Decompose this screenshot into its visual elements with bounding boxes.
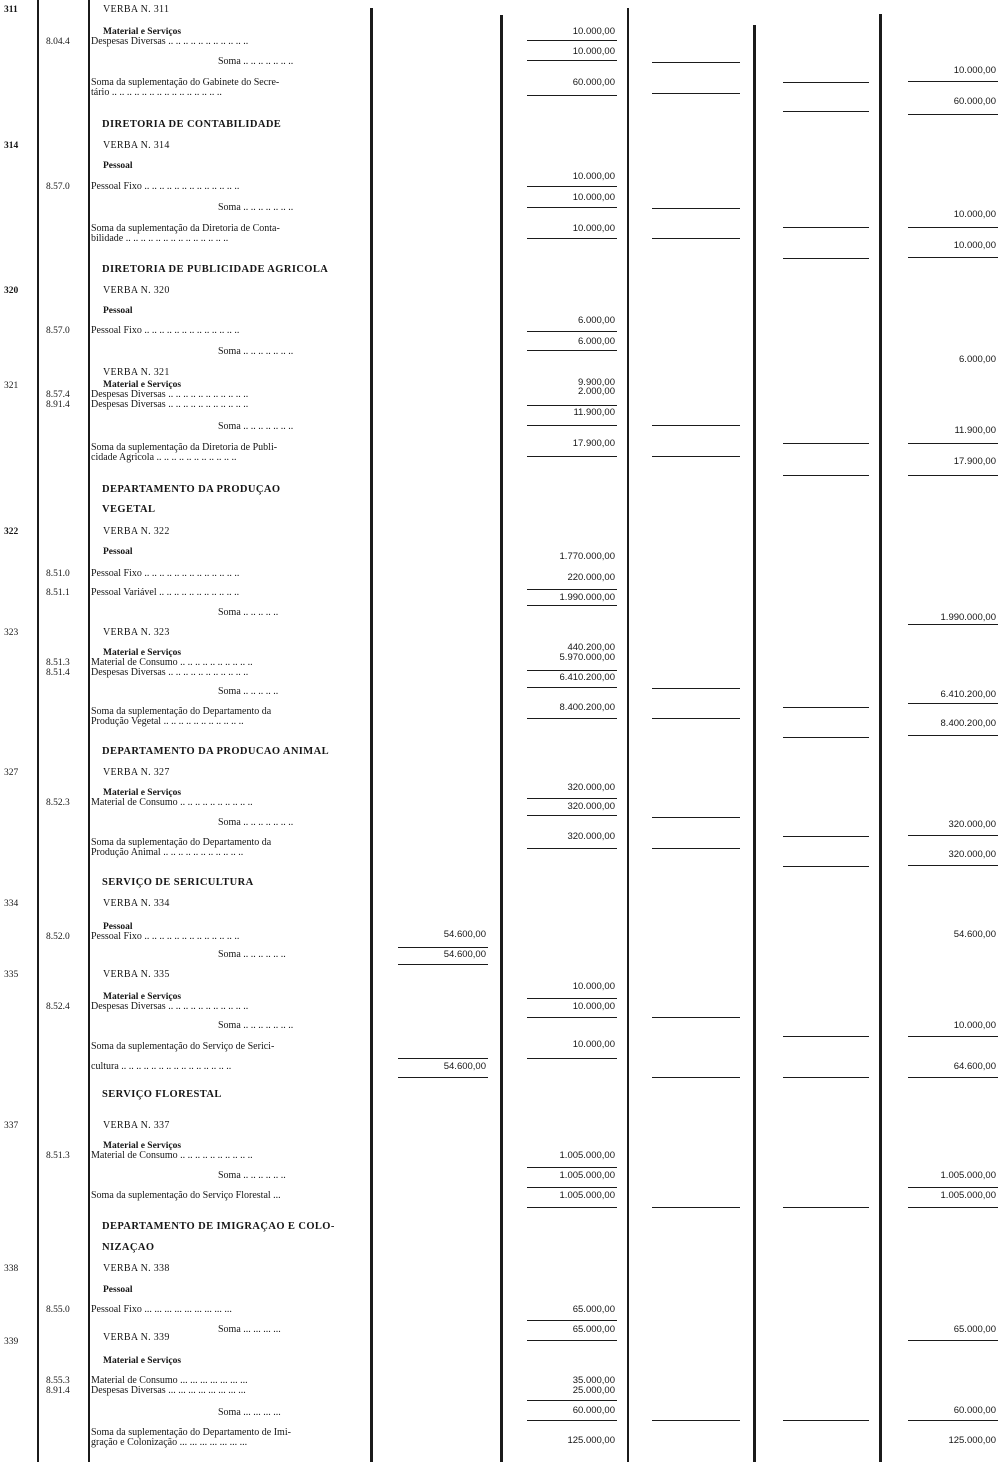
soma-label: Soma .. .. .. .. .. .. ..	[218, 421, 294, 432]
item-description: Despesas Diversas .. .. .. .. .. .. .. .. .. .. ..	[91, 667, 249, 678]
item-description: Soma da suplementação da Diretoria de Publi-	[91, 442, 278, 453]
amount-c5: 60.000,00	[953, 1405, 996, 1416]
amount-c5: 64.600,00	[953, 1061, 996, 1072]
amount-c5: 10.000,00	[953, 240, 996, 251]
subheading: Material e Serviços	[103, 27, 182, 37]
amount-c5: 6.000,00	[959, 354, 996, 365]
sum-rule-c4	[783, 258, 869, 259]
section-heading: DIRETORIA DE PUBLICIDADE AGRICOLA	[102, 264, 329, 275]
soma-label: Soma .. .. .. .. .. .. ..	[218, 202, 294, 213]
sum-rule-c2	[527, 998, 617, 999]
sum-rule-c2	[527, 1400, 617, 1401]
amount-c2: 1.005.000,00	[559, 1190, 615, 1201]
amount-c5: 6.410.200,00	[940, 689, 996, 700]
amount-c2: 9.900,00	[578, 377, 615, 388]
verba-number: 335	[4, 970, 19, 980]
verba-heading: VERBA N. 337	[103, 1120, 170, 1131]
amount-c2: 320.000,00	[567, 782, 615, 793]
sum-rule-c4	[783, 737, 869, 738]
account-code: 8.55.3	[46, 1376, 70, 1386]
sum-rule-c2	[527, 605, 617, 606]
amount-c2: 10.000,00	[572, 46, 615, 57]
sum-rule-c2	[527, 60, 617, 61]
item-description: Material de Consumo ... ... ... ... ... ... ...	[91, 1375, 248, 1386]
sum-rule-c2	[527, 207, 617, 208]
amount-c5: 60.000,00	[953, 96, 996, 107]
amount-c5: 125.000,00	[948, 1435, 996, 1446]
soma-label: Soma ... ... ... ...	[218, 1324, 281, 1335]
account-code: 8.51.3	[46, 1151, 70, 1161]
sum-rule-c2	[527, 1058, 617, 1059]
account-code: 8.51.4	[46, 668, 70, 678]
sum-rule-c2	[527, 815, 617, 816]
item-description: Soma da suplementação do Serviço de Serici-	[91, 1041, 275, 1052]
sum-rule-c2	[527, 1340, 617, 1341]
amount-c2: 10.000,00	[572, 171, 615, 182]
subheading: Material e Serviços	[103, 1141, 182, 1151]
sum-rule-c4	[783, 227, 869, 228]
account-code: 8.52.0	[46, 932, 70, 942]
verba-number: 327	[4, 768, 19, 778]
item-description: Material de Consumo .. .. .. .. .. .. .. .. .. ..	[91, 657, 253, 668]
sum-rule-c4	[783, 1207, 869, 1208]
amount-c2: 1.770.000,00	[559, 551, 615, 562]
item-description: Soma da suplementação do Serviço Florestal ...	[91, 1190, 281, 1201]
amount-c2: 65.000,00	[572, 1304, 615, 1315]
amount-c5: 1.005.000,00	[940, 1170, 996, 1181]
amount-c5: 10.000,00	[953, 65, 996, 76]
verba-number: 311	[4, 5, 18, 15]
subheading: Material e Serviços	[103, 1356, 182, 1366]
item-description: Despesas Diversas .. .. .. .. .. .. .. .. .. .. ..	[91, 399, 249, 410]
amount-c2: 65.000,00	[572, 1324, 615, 1335]
amount-c2: 11.900,00	[573, 407, 615, 418]
item-description: Pessoal Fixo .. .. .. .. .. .. .. .. .. .. .. .. ..	[91, 931, 240, 942]
amount-c1: 54.600,00	[443, 929, 486, 940]
amount-c5: 10.000,00	[953, 209, 996, 220]
amount-c2: 220.000,00	[567, 572, 615, 583]
sum-rule-c5	[908, 81, 998, 82]
verba-heading: VERBA N. 338	[103, 1263, 170, 1274]
verba-heading: VERBA N. 320	[103, 285, 170, 296]
section-heading: SERVIÇO FLORESTAL	[102, 1089, 222, 1100]
sum-rule-c2	[527, 687, 617, 688]
sum-rule-c5	[908, 835, 998, 836]
sum-rule-c3	[652, 718, 740, 719]
account-code: 8.57.0	[46, 326, 70, 336]
sum-rule-c3	[652, 238, 740, 239]
item-description: Soma da suplementação da Diretoria de Conta-	[91, 223, 280, 234]
sum-rule-c2	[527, 425, 617, 426]
verba-number: 338	[4, 1264, 19, 1274]
item-description: Pessoal Fixo ... ... ... ... ... ... ... ... ...	[91, 1304, 232, 1315]
sum-rule-c2	[527, 848, 617, 849]
sum-rule-c1	[398, 947, 488, 948]
verba-heading: VERBA N. 339	[103, 1332, 170, 1343]
account-code: 8.52.3	[46, 798, 70, 808]
item-description: Pessoal Fixo .. .. .. .. .. .. .. .. .. .. .. .. ..	[91, 325, 240, 336]
subheading: Pessoal	[103, 922, 133, 932]
sum-rule-c5	[908, 624, 998, 625]
amount-column-line-4	[753, 25, 756, 1462]
verba-number: 321	[4, 381, 19, 391]
sum-rule-c3	[652, 688, 740, 689]
amount-c2: 10.000,00	[572, 26, 615, 37]
amount-c2: 2.000,00	[578, 386, 615, 397]
sum-rule-c3	[652, 1017, 740, 1018]
amount-column-line-2	[500, 15, 503, 1462]
soma-label: Soma .. .. .. .. .. .. ..	[218, 346, 294, 357]
amount-c1: 54.600,00	[443, 949, 486, 960]
account-code: 8.55.0	[46, 1305, 70, 1315]
amount-c5: 320.000,00	[948, 849, 996, 860]
sum-rule-c4	[783, 475, 869, 476]
section-heading: DEPARTAMENTO DA PRODUÇAO	[102, 484, 281, 495]
amount-c2: 10.000,00	[572, 1001, 615, 1012]
verba-number: 322	[4, 527, 19, 537]
amount-c5: 320.000,00	[948, 819, 996, 830]
code-column-line	[88, 0, 90, 1462]
amount-c2: 1.990.000,00	[559, 592, 615, 603]
amount-c5: 11.900,00	[954, 425, 996, 436]
amount-c1: 54.600,00	[443, 1061, 486, 1072]
verba-heading: VERBA N. 321	[103, 367, 170, 378]
amount-c5: 17.900,00	[953, 456, 996, 467]
soma-label: Soma .. .. .. .. .. ..	[218, 949, 286, 960]
sum-rule-c4	[783, 111, 869, 112]
sum-rule-c5	[908, 443, 998, 444]
sum-rule-c5	[908, 1207, 998, 1208]
amount-c5: 54.600,00	[953, 929, 996, 940]
item-description: Soma da suplementação do Departamento da	[91, 706, 272, 717]
sum-rule-c2	[527, 1420, 617, 1421]
amount-c2: 5.970.000,00	[559, 652, 615, 663]
sum-rule-c2	[527, 670, 617, 671]
subheading: Material e Serviços	[103, 648, 182, 658]
amount-c2: 1.005.000,00	[559, 1150, 615, 1161]
item-description: cidade Agricola .. .. .. .. .. .. .. .. .. .. ..	[91, 452, 237, 463]
verba-number: 314	[4, 141, 19, 151]
sum-rule-c1	[398, 964, 488, 965]
verba-heading: VERBA N. 311	[103, 4, 170, 15]
item-description: Pessoal Fixo .. .. .. .. .. .. .. .. .. .. .. .. ..	[91, 181, 240, 192]
account-code: 8.51.3	[46, 658, 70, 668]
description-column-line	[370, 8, 373, 1462]
subheading: Material e Serviços	[103, 788, 182, 798]
sum-rule-c3	[652, 1420, 740, 1421]
sum-rule-c5	[908, 1036, 998, 1037]
item-description: Soma da suplementação do Gabinete do Secre-	[91, 77, 280, 88]
section-heading: DEPARTAMENTO DE IMIGRAÇAO E COLO-	[102, 1221, 335, 1232]
item-description: Pessoal Variável .. .. .. .. .. .. .. .. .. .. ..	[91, 587, 240, 598]
sum-rule-c2	[527, 1207, 617, 1208]
verba-heading: VERBA N. 334	[103, 898, 170, 909]
verba-number: 334	[4, 899, 19, 909]
sum-rule-c2	[527, 456, 617, 457]
sum-rule-c3	[652, 425, 740, 426]
sum-rule-c2	[527, 1320, 617, 1321]
item-description: bilidade .. .. .. .. .. .. .. .. .. .. .. .. .. ..	[91, 233, 229, 244]
sum-rule-c3	[652, 208, 740, 209]
sum-rule-c2	[527, 1187, 617, 1188]
amount-c2: 35.000,00	[572, 1375, 615, 1386]
amount-c2: 1.005.000,00	[559, 1170, 615, 1181]
sum-rule-c5	[908, 475, 998, 476]
sum-rule-c1	[398, 1077, 488, 1078]
sum-rule-c5	[908, 1420, 998, 1421]
amount-c2: 10.000,00	[572, 981, 615, 992]
verba-heading: VERBA N. 323	[103, 627, 170, 638]
verba-heading: VERBA N. 322	[103, 526, 170, 537]
verba-heading: VERBA N. 327	[103, 767, 170, 778]
sum-rule-c4	[783, 1420, 869, 1421]
amount-c2: 440.200,00	[567, 642, 615, 653]
subheading: Pessoal	[103, 547, 133, 557]
sum-rule-c5	[908, 865, 998, 866]
sum-rule-c2	[527, 186, 617, 187]
account-code: 8.57.4	[46, 390, 70, 400]
left-margin-line	[37, 0, 39, 1462]
amount-c2: 320.000,00	[567, 831, 615, 842]
verba-heading: VERBA N. 314	[103, 140, 170, 151]
soma-label: Soma .. .. .. .. .. .. ..	[218, 1020, 294, 1031]
sum-rule-c5	[908, 1077, 998, 1078]
sum-rule-c3	[652, 1077, 740, 1078]
amount-c2: 125.000,00	[567, 1435, 615, 1446]
sum-rule-c2	[527, 95, 617, 96]
soma-label: Soma .. .. .. .. ..	[218, 607, 279, 618]
item-description: Produção Animal .. .. .. .. .. .. .. .. .. .. ..	[91, 847, 244, 858]
sum-rule-c3	[652, 817, 740, 818]
item-description: Despesas Diversas .. .. .. .. .. .. .. .. .. .. ..	[91, 1001, 249, 1012]
subheading: Pessoal	[103, 161, 133, 171]
sum-rule-c4	[783, 1077, 869, 1078]
subheading: Material e Serviços	[103, 380, 182, 390]
section-heading: SERVIÇO DE SERICULTURA	[102, 877, 254, 888]
sum-rule-c3	[652, 1207, 740, 1208]
subheading: Material e Serviços	[103, 992, 182, 1002]
amount-c5: 1.990.000,00	[940, 612, 996, 623]
amount-c2: 17.900,00	[572, 438, 615, 449]
soma-label: Soma ... ... ... ...	[218, 1407, 281, 1418]
sum-rule-c2	[527, 40, 617, 41]
amount-c2: 320.000,00	[567, 801, 615, 812]
sum-rule-c2	[527, 238, 617, 239]
account-code: 8.91.4	[46, 1386, 70, 1396]
amount-column-line-3	[627, 8, 629, 1462]
account-code: 8.04.4	[46, 37, 70, 47]
sum-rule-c3	[652, 456, 740, 457]
soma-label: Soma .. .. .. .. .. ..	[218, 1170, 286, 1181]
sum-rule-c2	[527, 350, 617, 351]
amount-c5: 10.000,00	[953, 1020, 996, 1031]
item-description: Pessoal Fixo .. .. .. .. .. .. .. .. .. .. .. .. ..	[91, 568, 240, 579]
amount-c2: 60.000,00	[572, 77, 615, 88]
account-code: 8.51.0	[46, 569, 70, 579]
sum-rule-c2	[527, 589, 617, 590]
sum-rule-c5	[908, 1340, 998, 1341]
item-description: Despesas Diversas ... ... ... ... ... ... ... ...	[91, 1385, 246, 1396]
amount-c2: 6.410.200,00	[559, 672, 615, 683]
section-heading: DEPARTAMENTO DA PRODUCAO ANIMAL	[102, 746, 329, 757]
sum-rule-c5	[908, 703, 998, 704]
item-description: Despesas Diversas .. .. .. .. .. .. .. .. .. .. ..	[91, 36, 249, 47]
verba-number: 337	[4, 1121, 19, 1131]
sum-rule-c2	[527, 718, 617, 719]
subheading: Pessoal	[103, 306, 133, 316]
sum-rule-c4	[783, 82, 869, 83]
amount-c2: 8.400.200,00	[559, 702, 615, 713]
account-code: 8.52.4	[46, 1002, 70, 1012]
sum-rule-c3	[652, 848, 740, 849]
item-description: tário .. .. .. .. .. .. .. .. .. .. .. .. .. .. ..	[91, 87, 222, 98]
amount-c2: 60.000,00	[572, 1405, 615, 1416]
sum-rule-c2	[527, 1167, 617, 1168]
amount-c5: 8.400.200,00	[940, 718, 996, 729]
item-description: Despesas Diversas .. .. .. .. .. .. .. .. .. .. ..	[91, 389, 249, 400]
account-code: 8.91.4	[46, 400, 70, 410]
item-description: Material de Consumo .. .. .. .. .. .. .. .. .. ..	[91, 1150, 253, 1161]
sum-rule-c4	[783, 836, 869, 837]
amount-c5: 1.005.000,00	[940, 1190, 996, 1201]
sum-rule-c2	[527, 405, 617, 406]
amount-c5: 65.000,00	[953, 1324, 996, 1335]
amount-c2: 10.000,00	[572, 1039, 615, 1050]
verba-number: 323	[4, 628, 19, 638]
soma-label: Soma .. .. .. .. ..	[218, 686, 279, 697]
amount-c2: 10.000,00	[572, 223, 615, 234]
sum-rule-c5	[908, 257, 998, 258]
item-description: Soma da suplementação do Departamento de Imi-	[91, 1427, 291, 1438]
sum-rule-c2	[527, 798, 617, 799]
verba-heading: VERBA N. 335	[103, 969, 170, 980]
subheading: Pessoal	[103, 1285, 133, 1295]
item-description: Material de Consumo .. .. .. .. .. .. .. .. .. ..	[91, 797, 253, 808]
sum-rule-c5	[908, 114, 998, 115]
sum-rule-c5	[908, 1187, 998, 1188]
sum-rule-c4	[783, 1036, 869, 1037]
sum-rule-c4	[783, 443, 869, 444]
sum-rule-c4	[783, 707, 869, 708]
verba-number: 339	[4, 1337, 19, 1347]
sum-rule-c3	[652, 62, 740, 63]
sum-rule-c3	[652, 93, 740, 94]
sum-rule-c1	[398, 1058, 488, 1059]
amount-c2: 6.000,00	[578, 336, 615, 347]
sum-rule-c2	[527, 1017, 617, 1018]
section-heading: DIRETORIA DE CONTABILIDADE	[102, 119, 282, 130]
amount-column-line-5	[879, 14, 882, 1462]
section-heading: NIZAÇAO	[102, 1242, 155, 1253]
item-description: cultura .. .. .. .. .. .. .. .. .. .. .. .. .. .. ..	[91, 1061, 232, 1072]
sum-rule-c2	[527, 331, 617, 332]
soma-label: Soma .. .. .. .. .. .. ..	[218, 56, 294, 67]
verba-number: 320	[4, 286, 19, 296]
section-heading: VEGETAL	[102, 504, 156, 515]
amount-c2: 6.000,00	[578, 315, 615, 326]
item-description: Soma da suplementação do Departamento da	[91, 837, 272, 848]
amount-c2: 10.000,00	[572, 192, 615, 203]
account-code: 8.51.1	[46, 588, 70, 598]
item-description: gração e Colonização ... ... ... ... ... ... ...	[91, 1437, 248, 1448]
soma-label: Soma .. .. .. .. .. .. ..	[218, 817, 294, 828]
sum-rule-c4	[783, 866, 869, 867]
item-description: Produção Vegetal .. .. .. .. .. .. .. .. .. .. ..	[91, 716, 244, 727]
sum-rule-c5	[908, 735, 998, 736]
amount-c2: 25.000,00	[572, 1385, 615, 1396]
account-code: 8.57.0	[46, 182, 70, 192]
sum-rule-c5	[908, 227, 998, 228]
